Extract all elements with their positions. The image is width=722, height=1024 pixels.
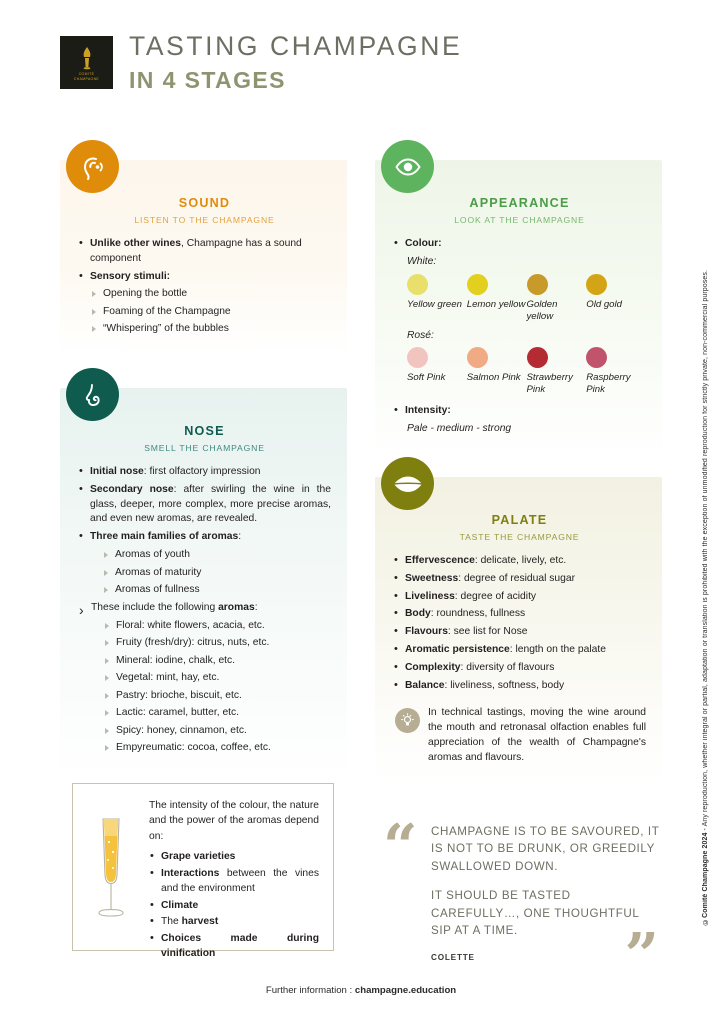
nose-subtitle: SMELL THE CHAMPAGNE bbox=[144, 443, 265, 454]
nose-title: NOSE bbox=[184, 424, 225, 438]
page-subtitle: IN 4 STAGES bbox=[129, 66, 286, 93]
list-item-rest: : first olfactory impression bbox=[143, 465, 261, 477]
list-item bbox=[393, 661, 646, 676]
list-item bbox=[393, 590, 646, 605]
footer bbox=[0, 985, 722, 996]
swatch-label: Yellow green bbox=[407, 298, 462, 310]
swatch-label: Lemon yellow bbox=[466, 298, 526, 310]
list-item-include bbox=[78, 601, 331, 756]
white-swatches bbox=[393, 274, 646, 323]
list-item-rest: : roundness, fullness bbox=[430, 608, 526, 620]
page-header bbox=[60, 33, 462, 92]
list-item bbox=[149, 898, 319, 913]
list-item-rest: The bbox=[161, 916, 182, 928]
mouth-icon bbox=[381, 457, 434, 510]
palate-title: PALATE bbox=[491, 513, 548, 527]
list-item-strong: Grape varieties bbox=[161, 851, 236, 863]
quote-close-icon: ” bbox=[624, 921, 659, 992]
list-item: Floral: white flowers, acacia, etc. bbox=[103, 619, 331, 634]
list-item: Empyreumatic: cocoa, coffee, etc. bbox=[103, 741, 331, 756]
swatch bbox=[527, 347, 587, 396]
intensity-factors-box bbox=[72, 783, 334, 959]
list-item-strong: Complexity bbox=[405, 662, 461, 674]
list-item: Opening the bottle bbox=[90, 287, 331, 302]
quote-block bbox=[383, 812, 663, 992]
list-item bbox=[393, 643, 646, 658]
page-title: TASTING CHAMPAGNE bbox=[129, 31, 463, 61]
list-item bbox=[78, 237, 331, 267]
list-item-rest: between the vines and the environment bbox=[161, 867, 319, 895]
list-item: Aromas of maturity bbox=[102, 566, 331, 581]
swatch-label: Raspberry Pink bbox=[586, 372, 631, 396]
list-item-rest: : degree of acidity bbox=[454, 590, 537, 602]
list-item-rest: : length on the palate bbox=[509, 644, 606, 656]
palate-note-text: In technical tastings, moving the wine around the mouth and retronasal olfaction enables full appreciation of the wealth of Champagne's aromas and flavours. bbox=[428, 707, 646, 763]
swatch-label: Salmon Pink bbox=[466, 372, 521, 384]
swatch-color bbox=[407, 274, 428, 295]
list-item bbox=[78, 465, 331, 480]
white-label: White: bbox=[407, 255, 437, 267]
palate-subtitle: TASTE THE CHAMPAGNE bbox=[459, 532, 580, 543]
palate-list bbox=[393, 554, 646, 694]
swatch-color bbox=[407, 347, 428, 368]
swatch bbox=[586, 347, 646, 396]
list-item-rest: : see list for Nose bbox=[447, 626, 528, 638]
colour-label: Colour: bbox=[405, 237, 442, 249]
copyright-notice bbox=[702, 165, 716, 925]
rose-swatches bbox=[393, 347, 646, 396]
quote-line-1: CHAMPAGNE IS TO BE SAVOURED, IT IS NOT TO BE DRUNK, OR GREEDILY SWALLOWED DOWN. bbox=[431, 825, 660, 873]
list-item-strong: Three main families of aromas bbox=[90, 531, 239, 543]
section-palate bbox=[375, 477, 662, 786]
sound-list bbox=[78, 237, 331, 285]
appearance-subtitle: LOOK AT THE CHAMPAGNE bbox=[454, 215, 585, 226]
list-item-rest: : after swirling the wine in the glass, deeper, more complex, more precise aromas, and even new aromas, are revealed. bbox=[90, 483, 331, 525]
list-item bbox=[393, 237, 646, 252]
logo-wordmark bbox=[74, 72, 99, 82]
list-item: Lactic: caramel, butter, etc. bbox=[103, 706, 331, 721]
list-item-strong: Initial nose bbox=[90, 465, 144, 477]
list-item bbox=[393, 572, 646, 587]
swatch-color bbox=[467, 347, 488, 368]
copyright-owner: ©Comité Champagne 2024 bbox=[702, 832, 709, 925]
list-item: Pastry: brioche, biscuit, etc. bbox=[103, 689, 331, 704]
swatch-color bbox=[527, 274, 548, 295]
list-item-rest: : delicate, lively, etc. bbox=[474, 554, 567, 566]
lightbulb-icon bbox=[395, 708, 420, 733]
sound-subtitle: LISTEN TO THE CHAMPAGNE bbox=[134, 215, 275, 226]
intensity-list bbox=[393, 404, 646, 419]
nose-families-list bbox=[90, 548, 331, 598]
list-item bbox=[393, 404, 646, 419]
list-item bbox=[393, 607, 646, 622]
list-item-strong: Aromatic persistence bbox=[405, 644, 510, 656]
list-item: Aromas of fullness bbox=[102, 583, 331, 598]
intensity-value: Pale - medium - strong bbox=[407, 423, 512, 435]
list-item-strong: Flavours bbox=[405, 626, 448, 638]
list-item-strong: harvest bbox=[181, 916, 219, 928]
appearance-title: APPEARANCE bbox=[469, 196, 570, 210]
swatch-color bbox=[586, 347, 607, 368]
nose-aromas-list bbox=[91, 619, 331, 756]
eye-icon bbox=[381, 140, 434, 193]
list-item-strong: Sensory stimuli: bbox=[90, 270, 171, 282]
ear-icon bbox=[66, 140, 119, 193]
list-item bbox=[149, 849, 319, 864]
list-item-strong: Choices made during vinification bbox=[161, 932, 319, 959]
nose-icon bbox=[66, 368, 119, 421]
section-appearance bbox=[375, 160, 662, 459]
list-item-strong: Climate bbox=[161, 899, 199, 911]
list-item-rest: : bbox=[238, 531, 242, 543]
rose-label: Rosé: bbox=[407, 329, 434, 341]
list-item bbox=[78, 270, 331, 285]
list-item-strong: Body bbox=[405, 608, 431, 620]
list-item: “Whispering” of the bubbles bbox=[90, 322, 331, 337]
list-item-rest: : degree of residual sugar bbox=[458, 572, 576, 584]
footer-text: Further information : bbox=[265, 985, 355, 996]
list-item bbox=[393, 554, 646, 569]
include-strong: aromas bbox=[218, 602, 255, 614]
nose-list bbox=[78, 465, 331, 756]
swatch-label: Old gold bbox=[586, 298, 622, 310]
comite-champagne-logo bbox=[60, 36, 113, 89]
sound-stimuli-list bbox=[78, 287, 331, 337]
list-item bbox=[149, 931, 319, 962]
list-item: Fruity (fresh/dry): citrus, nuts, etc. bbox=[103, 636, 331, 651]
list-item-rest: : diversity of flavours bbox=[460, 662, 555, 674]
list-item-strong: Unlike other wines bbox=[90, 237, 181, 249]
list-item-strong: Sweetness bbox=[405, 572, 459, 584]
list-item bbox=[149, 914, 319, 929]
swatch bbox=[467, 274, 527, 323]
swatch bbox=[527, 274, 587, 323]
swatch-color bbox=[586, 274, 607, 295]
include-post: : bbox=[254, 602, 258, 614]
list-item: Spicy: honey, cinnamon, etc. bbox=[103, 724, 331, 739]
include-pre: These include the following bbox=[91, 602, 219, 614]
list-item-strong: Balance bbox=[405, 680, 445, 692]
list-item-strong: Interactions bbox=[161, 867, 220, 879]
list-item-strong: Effervescence bbox=[405, 554, 475, 566]
list-item bbox=[393, 679, 646, 694]
quote-author: COLETTE bbox=[431, 953, 475, 963]
list-item: Foaming of the Champagne bbox=[90, 305, 331, 320]
swatch bbox=[407, 274, 467, 323]
swatch bbox=[467, 347, 527, 396]
list-item bbox=[149, 866, 319, 897]
section-sound bbox=[60, 160, 347, 356]
quote-line-2: IT SHOULD BE TASTED CAREFULLY…, ONE THOUGHTFUL SIP AT A TIME. bbox=[431, 889, 639, 937]
swatch-color bbox=[467, 274, 488, 295]
intensity-label: Intensity: bbox=[405, 405, 451, 417]
list-item-strong: Liveliness bbox=[405, 590, 455, 602]
list-item bbox=[393, 625, 646, 640]
swatch bbox=[586, 274, 646, 323]
swatch-label: Strawberry Pink bbox=[526, 372, 573, 396]
swatch-label: Soft Pink bbox=[407, 372, 446, 384]
list-item bbox=[78, 530, 331, 598]
list-item-rest: : liveliness, softness, body bbox=[444, 680, 565, 692]
section-nose bbox=[60, 388, 347, 781]
list-item: Mineral: iodine, chalk, etc. bbox=[103, 654, 331, 669]
intensity-intro: The intensity of the colour, the nature and the power of the aromas depend on: bbox=[149, 800, 319, 842]
appearance-list bbox=[393, 237, 646, 252]
champagne-cork-icon bbox=[78, 45, 96, 71]
intensity-factors-list bbox=[149, 849, 319, 961]
quote-open-icon: “ bbox=[383, 812, 418, 882]
list-item: Vegetal: mint, hay, etc. bbox=[103, 671, 331, 686]
swatch-color bbox=[527, 347, 548, 368]
footer-link[interactable]: champagne.education bbox=[354, 985, 457, 996]
palate-note bbox=[393, 706, 646, 766]
sound-title: SOUND bbox=[178, 196, 231, 210]
list-item: Aromas of youth bbox=[102, 548, 331, 563]
list-item-rest: , Champagne has a sound component bbox=[90, 237, 302, 264]
logo-line-2: CHAMPAGNE bbox=[73, 77, 100, 82]
list-item bbox=[78, 483, 331, 528]
swatch-label: Golden yellow bbox=[526, 298, 558, 322]
list-item-strong: Secondary nose bbox=[90, 483, 174, 495]
logo-line-1: COMITÉ bbox=[78, 72, 95, 77]
champagne-glass-icon bbox=[87, 812, 135, 924]
swatch bbox=[407, 347, 467, 396]
copyright-terms: - Any reproduction, whether integral or partial, adaptation or translation is prohibited with the exception of unmodified reproduction for strictly private, non-commercial purposes. bbox=[702, 270, 709, 833]
